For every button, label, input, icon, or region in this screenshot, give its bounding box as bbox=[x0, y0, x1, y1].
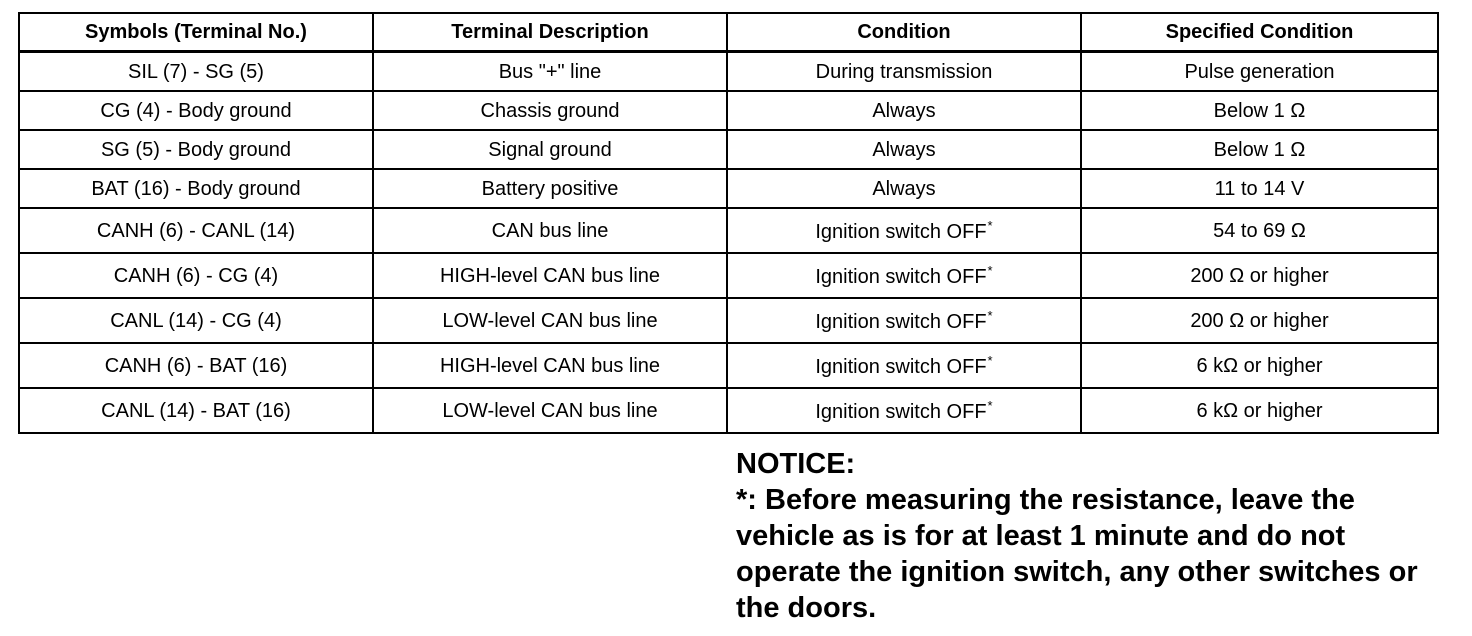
asterisk-mark: * bbox=[987, 308, 993, 323]
condition-text: Ignition switch OFF bbox=[815, 311, 987, 333]
cell-condition bbox=[727, 130, 1081, 169]
cell-description: Chassis ground bbox=[373, 91, 727, 130]
table-row bbox=[19, 253, 1438, 298]
notice-text: *: Before measuring the resistance, leave the vehicle as is for at least 1 minute and do not operate the ignition switch, any other switches or the doors. bbox=[736, 484, 1418, 624]
cell-description: LOW-level CAN bus line bbox=[373, 388, 727, 433]
cell-condition bbox=[727, 91, 1081, 130]
table-row bbox=[19, 298, 1438, 343]
cell-condition bbox=[727, 343, 1081, 388]
table-row bbox=[19, 169, 1438, 208]
terminal-spec-table bbox=[18, 12, 1439, 434]
cell-description: Bus "+" line bbox=[373, 52, 727, 92]
cell-spec: 6 kΩ or higher bbox=[1081, 343, 1438, 388]
header-symbols: Symbols (Terminal No.) bbox=[19, 13, 373, 52]
cell-condition bbox=[727, 208, 1081, 253]
cell-spec: Pulse generation bbox=[1081, 52, 1438, 92]
cell-symbol: SG (5) - Body ground bbox=[19, 130, 373, 169]
condition-text: Always bbox=[872, 138, 936, 161]
condition-text: Ignition switch OFF bbox=[815, 266, 987, 288]
cell-condition bbox=[727, 253, 1081, 298]
notice-block bbox=[736, 446, 1436, 626]
condition-text: Always bbox=[872, 99, 936, 122]
condition-text: Ignition switch OFF bbox=[815, 356, 987, 378]
cell-condition bbox=[727, 298, 1081, 343]
cell-description: LOW-level CAN bus line bbox=[373, 298, 727, 343]
table-row bbox=[19, 208, 1438, 253]
cell-description: HIGH-level CAN bus line bbox=[373, 343, 727, 388]
table-row bbox=[19, 91, 1438, 130]
header-condition: Condition bbox=[727, 13, 1081, 52]
condition-text: During transmission bbox=[815, 60, 993, 83]
cell-spec: 200 Ω or higher bbox=[1081, 298, 1438, 343]
cell-symbol: CANH (6) - CANL (14) bbox=[19, 208, 373, 253]
cell-spec: Below 1 Ω bbox=[1081, 130, 1438, 169]
cell-condition bbox=[727, 169, 1081, 208]
asterisk-mark: * bbox=[987, 263, 993, 278]
asterisk-mark: * bbox=[987, 218, 993, 233]
header-specified-condition: Specified Condition bbox=[1081, 13, 1438, 52]
cell-symbol: BAT (16) - Body ground bbox=[19, 169, 373, 208]
cell-symbol: SIL (7) - SG (5) bbox=[19, 52, 373, 92]
cell-condition bbox=[727, 388, 1081, 433]
cell-description: Signal ground bbox=[373, 130, 727, 169]
cell-spec: 54 to 69 Ω bbox=[1081, 208, 1438, 253]
cell-symbol: CANH (6) - BAT (16) bbox=[19, 343, 373, 388]
notice-title: NOTICE: bbox=[736, 448, 856, 480]
cell-spec: 200 Ω or higher bbox=[1081, 253, 1438, 298]
cell-symbol: CANL (14) - BAT (16) bbox=[19, 388, 373, 433]
table-row bbox=[19, 343, 1438, 388]
asterisk-mark: * bbox=[987, 353, 993, 368]
header-terminal-description: Terminal Description bbox=[373, 13, 727, 52]
table-row bbox=[19, 130, 1438, 169]
asterisk-mark: * bbox=[987, 398, 993, 413]
condition-text: Ignition switch OFF bbox=[815, 221, 987, 243]
cell-description: CAN bus line bbox=[373, 208, 727, 253]
cell-symbol: CANH (6) - CG (4) bbox=[19, 253, 373, 298]
cell-spec: Below 1 Ω bbox=[1081, 91, 1438, 130]
table-header-row bbox=[19, 13, 1438, 52]
cell-symbol: CG (4) - Body ground bbox=[19, 91, 373, 130]
condition-text: Ignition switch OFF bbox=[815, 401, 987, 423]
condition-text: Always bbox=[872, 177, 936, 200]
cell-spec: 6 kΩ or higher bbox=[1081, 388, 1438, 433]
cell-spec: 11 to 14 V bbox=[1081, 169, 1438, 208]
table-row bbox=[19, 52, 1438, 92]
cell-description: Battery positive bbox=[373, 169, 727, 208]
cell-condition bbox=[727, 52, 1081, 92]
table-row bbox=[19, 388, 1438, 433]
cell-symbol: CANL (14) - CG (4) bbox=[19, 298, 373, 343]
cell-description: HIGH-level CAN bus line bbox=[373, 253, 727, 298]
